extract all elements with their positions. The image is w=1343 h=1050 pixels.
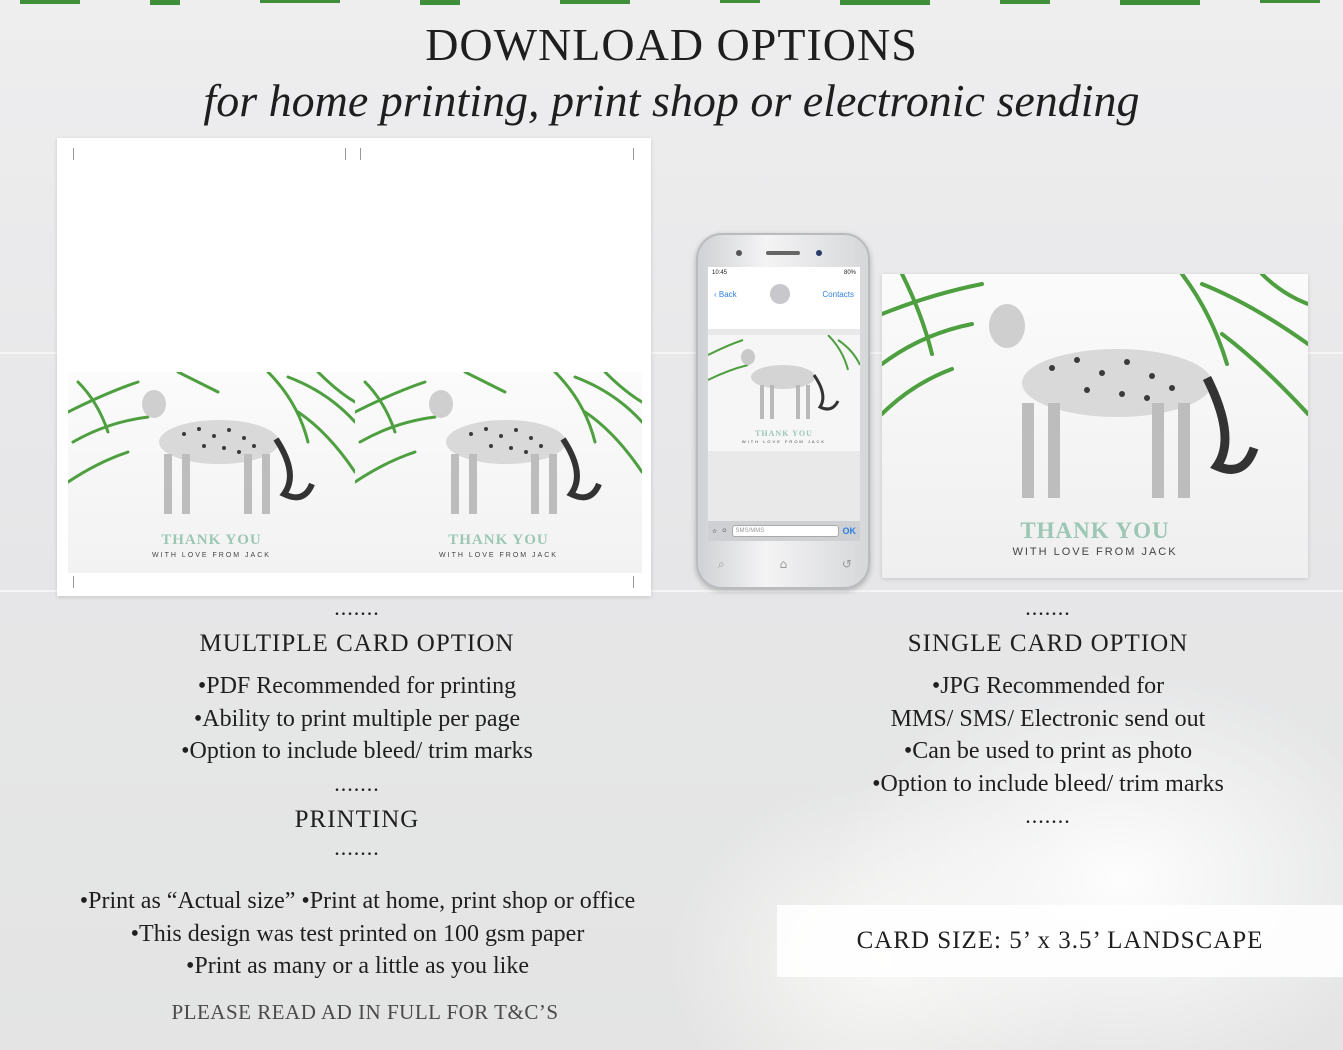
card-title: THANK YOU (161, 532, 262, 548)
bullet-item: •Option to include bleed/ trim marks (872, 770, 1224, 797)
phone-camera-icon (736, 250, 742, 256)
back-label: Back (718, 289, 737, 299)
phone-bottom-buttons (718, 557, 852, 571)
separator-dots: ....... (334, 595, 380, 620)
thank-you-card (355, 372, 642, 573)
leaf-fringe-decoration (0, 0, 1343, 10)
bullet-item: •JPG Recommended for (931, 673, 1165, 699)
card-subtitle: WITH LOVE FROM JACK (152, 552, 271, 559)
separator-dots: ....... (1025, 595, 1071, 620)
single-card-preview (882, 274, 1308, 578)
contact-avatar-icon[interactable] (770, 284, 790, 304)
card-subtitle: WITH LOVE FROM JACK (439, 552, 558, 559)
emoji-icon[interactable]: ☺ (721, 528, 728, 534)
printing-title: PRINTING (294, 805, 420, 833)
trim-mark (345, 148, 346, 160)
printing-bullets (0, 885, 715, 983)
bullet-item: •Print as “Actual size” •Print at home, print shop or office (79, 888, 636, 914)
card-title: THANK YOU (448, 532, 549, 548)
sms-input[interactable]: SMS/MMS (732, 525, 839, 537)
phone-mockup (696, 233, 870, 589)
status-bar (708, 267, 860, 281)
card-title: THANK YOU (1020, 518, 1170, 543)
status-time: 10:45 (712, 270, 728, 276)
multi-card-sheet (57, 138, 651, 596)
separator-dots: ....... (1025, 803, 1071, 828)
star-icon[interactable]: ☆ (712, 528, 718, 535)
page-subtitle: for home printing, print shop or electronic sending (203, 75, 1140, 126)
bullet-item: •This design was test printed on 100 gsm paper (130, 920, 585, 947)
phone-sensor-icon (816, 250, 822, 256)
terms-notice: PLEASE READ AD IN FULL FOR T&C’S (171, 1000, 559, 1024)
back-arrow-icon[interactable]: ↺ (841, 557, 852, 571)
multiple-card-section (60, 596, 654, 860)
message-thread (708, 329, 860, 525)
trim-mark (360, 148, 361, 160)
send-ok-button[interactable]: OK (842, 526, 856, 536)
bullet-item: •PDF Recommended for printing (197, 673, 517, 699)
bullet-item: MMS/ SMS/ Electronic send out (890, 705, 1206, 732)
card-subtitle: WITH LOVE FROM JACK (1012, 546, 1178, 558)
phone-speaker-icon (766, 251, 800, 255)
single-card-title: SINGLE CARD OPTION (907, 630, 1189, 657)
cheetah-illustration (134, 384, 324, 524)
message-card-image[interactable] (708, 335, 860, 451)
separator-dots: ....... (334, 770, 380, 796)
phone-screen (708, 267, 860, 541)
bullet-item: •Can be used to print as photo (903, 738, 1193, 764)
single-card-bullets (800, 670, 1296, 800)
page-title: DOWNLOAD OPTIONS (425, 19, 918, 70)
trim-mark (73, 576, 74, 588)
card-subtitle: WITH LOVE FROM JACK (741, 439, 827, 444)
multiple-card-bullets (60, 670, 654, 768)
bullet-item: •Print as many or a little as you like (185, 953, 529, 979)
message-nav-bar (708, 281, 860, 307)
card-size-label: CARD SIZE: 5’ x 3.5’ LANDSCAPE (777, 905, 1343, 977)
bullet-item: •Option to include bleed/ trim marks (181, 738, 533, 764)
single-card-section (800, 596, 1296, 828)
separator-dots: ....... (334, 834, 380, 860)
multiple-card-title: MULTIPLE CARD OPTION (199, 630, 515, 657)
trim-mark (633, 576, 634, 588)
thank-you-card (68, 372, 355, 573)
status-battery: 80% (843, 270, 856, 276)
trim-mark (633, 148, 634, 160)
compose-bar (708, 521, 860, 541)
back-button[interactable]: ‹ Back (714, 289, 737, 299)
search-icon[interactable]: ⌕ (718, 557, 725, 571)
trim-mark (73, 148, 74, 160)
home-icon[interactable]: ⌂ (779, 557, 788, 571)
cheetah-illustration (982, 298, 1272, 508)
contacts-button[interactable]: Contacts (822, 289, 854, 299)
bullet-item: •Ability to print multiple per page (193, 705, 521, 732)
cheetah-illustration (421, 384, 611, 524)
card-title: THANK YOU (755, 429, 813, 438)
